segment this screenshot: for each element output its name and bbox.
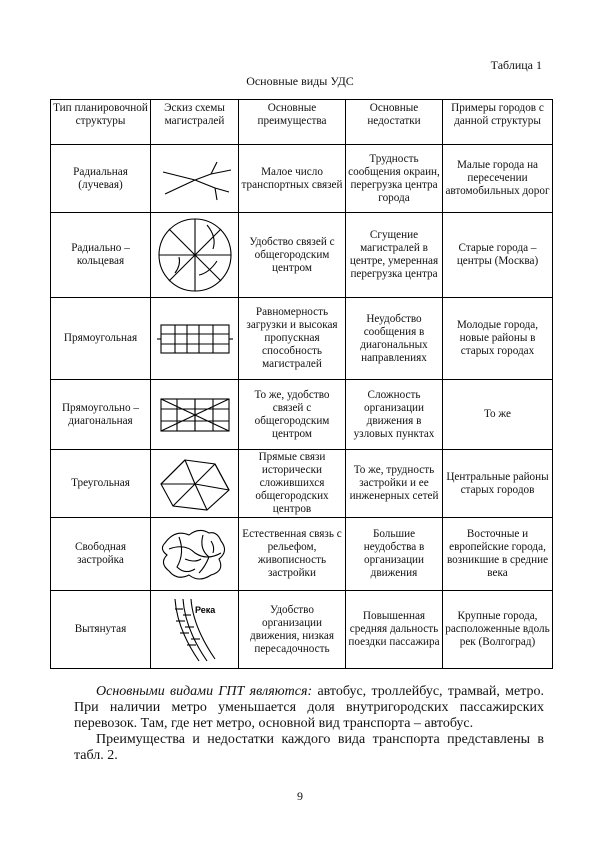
type-cell: Треугольная bbox=[51, 450, 151, 518]
sketch-cell bbox=[151, 591, 239, 669]
paragraph-table-ref: Преимущества и недостатки каждого вида транспорта представлены в табл. 2. bbox=[74, 732, 544, 763]
rectangular-sketch bbox=[155, 319, 235, 359]
sketch-cell bbox=[151, 213, 239, 298]
advantages-cell: Прямые связи исторически сложившихся общегородских центров bbox=[239, 450, 346, 518]
examples-cell: То же bbox=[443, 380, 553, 450]
advantages-cell: Удобство организации движения, низкая пересадочность bbox=[239, 591, 346, 669]
examples-cell: Молодые города, новые районы в старых городах bbox=[443, 298, 553, 380]
header-cell: Тип планировочной структуры bbox=[51, 100, 151, 145]
header-cell: Основные преимущества bbox=[239, 100, 346, 145]
table-header-row bbox=[51, 100, 553, 145]
paragraph-lead: Основными видами ГПТ являются: bbox=[96, 684, 313, 699]
sketch-cell bbox=[151, 380, 239, 450]
radial-ring-sketch bbox=[155, 215, 235, 295]
advantages-cell: Равномерность загрузки и высокая пропускная способность магистралей bbox=[239, 298, 346, 380]
type-cell: Радиально – кольцевая bbox=[51, 213, 151, 298]
table-row bbox=[51, 591, 553, 669]
page-number: 9 bbox=[297, 789, 303, 803]
disadvantages-cell: То же, трудность застройки и ее инженерных сетей bbox=[346, 450, 443, 518]
disadvantages-cell: Сгущение магистралей в центре, умеренная перегрузка центра bbox=[346, 213, 443, 298]
examples-cell: Малые города на пересечении автомобильных дорог bbox=[443, 145, 553, 213]
disadvantages-cell: Большие неудобства в организации движения bbox=[346, 518, 443, 591]
table-row bbox=[51, 450, 553, 518]
radial-sketch bbox=[155, 154, 235, 204]
examples-cell: Центральные районы старых городов bbox=[443, 450, 553, 518]
table-title: Основные виды УДС bbox=[246, 74, 354, 88]
type-cell: Свободная застройка bbox=[51, 518, 151, 591]
disadvantages-cell: Трудность сообщения окраин, перегрузка центра города bbox=[346, 145, 443, 213]
triangular-sketch bbox=[155, 454, 235, 514]
table-row bbox=[51, 213, 553, 298]
table-row bbox=[51, 380, 553, 450]
type-cell: Радиальная (лучевая) bbox=[51, 145, 151, 213]
advantages-cell: Малое число транспортных связей bbox=[239, 145, 346, 213]
paragraph-text: автобус, троллейбус, трамвай, метро. При наличии метро уменьшается доля внутригородских пассажирских перевозок. Там, где нет метро, основной вид транспорта – автобус. bbox=[74, 684, 545, 731]
header-cell: Основные недостатки bbox=[346, 100, 443, 145]
disadvantages-cell: Повышенная средняя дальность поездки пассажира bbox=[346, 591, 443, 669]
examples-cell: Старые города – центры (Москва) bbox=[443, 213, 553, 298]
type-cell: Вытянутая bbox=[51, 591, 151, 669]
rect-diagonal-sketch bbox=[155, 393, 235, 437]
advantages-cell: Удобство связей с общегородским центром bbox=[239, 213, 346, 298]
table-row bbox=[51, 518, 553, 591]
river-label: Река bbox=[194, 604, 215, 615]
advantages-cell: То же, удобство связей с общегородским центром bbox=[239, 380, 346, 450]
disadvantages-cell: Сложность организации движения в узловых пунктах bbox=[346, 380, 443, 450]
uds-table bbox=[50, 99, 553, 669]
header-cell: Примеры городов с данной структуры bbox=[443, 100, 553, 145]
linear-sketch bbox=[155, 595, 235, 665]
header-cell: Эскиз схемы магистралей bbox=[151, 100, 239, 145]
paragraph-gpt bbox=[74, 684, 544, 732]
table-row bbox=[51, 298, 553, 380]
advantages-cell: Естественная связь с рельефом, живописность застройки bbox=[239, 518, 346, 591]
sketch-cell bbox=[151, 145, 239, 213]
sketch-cell bbox=[151, 450, 239, 518]
examples-cell: Крупные города, расположенные вдоль рек (Волгоград) bbox=[443, 591, 553, 669]
free-sketch bbox=[155, 523, 235, 585]
sketch-cell bbox=[151, 298, 239, 380]
sketch-cell bbox=[151, 518, 239, 591]
disadvantages-cell: Неудобство сообщения в диагональных направлениях bbox=[346, 298, 443, 380]
table-label: Таблица 1 bbox=[490, 58, 542, 72]
examples-cell: Восточные и европейские города, возникшие в средние века bbox=[443, 518, 553, 591]
table-row bbox=[51, 145, 553, 213]
type-cell: Прямоугольная bbox=[51, 298, 151, 380]
type-cell: Прямоугольно – диагональная bbox=[51, 380, 151, 450]
